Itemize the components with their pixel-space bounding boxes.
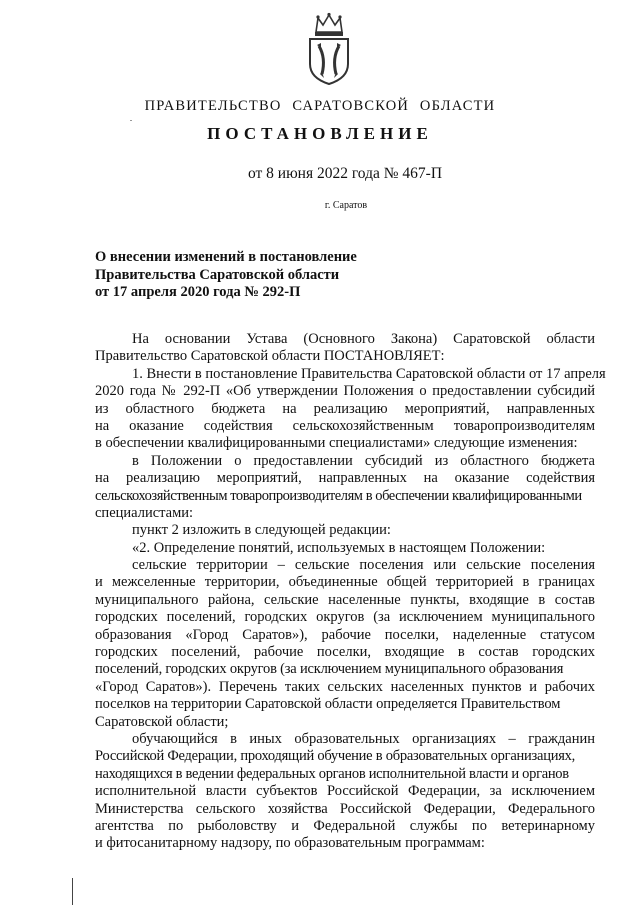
subject-line: Правительства Саратовской области [95, 266, 340, 283]
body-line: 1. Внести в постановление Правительства Саратовской области от 17 апреля [132, 365, 606, 382]
scan-artifact [72, 878, 73, 905]
body-line: муниципального района, сельские населенные пункты, входящие в состав [95, 591, 595, 608]
body-line: Министерства сельского хозяйства Российской Федерации, Федерального [95, 800, 595, 817]
body-line: поселений, городских округов (за исключением муниципального образования [95, 661, 564, 678]
body-line: «Город Саратов»). Перечень таких сельских населенных пунктов и рабочих [95, 678, 595, 695]
body-line: в обеспечении квалифицированными специалистами» следующие изменения: [95, 435, 578, 452]
body-line: и межселенные территории, объединенные общей территорией в границах [95, 574, 595, 591]
body-line: на оказание содействия сельскохозяйственным товаропроизводителям [95, 417, 595, 434]
body-line: городских поселений, рабочие поселки, входящие в состав городских [95, 644, 595, 661]
document-body [95, 331, 606, 853]
subject-line: О внесении изменений в постановление [95, 249, 357, 265]
body-line: в Положении о предоставлении субсидий из областного бюджета [132, 452, 595, 469]
body-line: и фитосанитарному надзору, по образовательным программам: [95, 835, 485, 852]
body-line: находящихся в ведении федеральных органов исполнительной власти и органов [95, 765, 569, 782]
body-line: поселков на территории Саратовской области определяется Правительством [95, 696, 561, 713]
body-line: исполнительной власти субъектов Российской Федерации, за исключением [95, 783, 595, 800]
subject-line: от 17 апреля 2020 года № 292-П [95, 284, 301, 300]
body-line: специалистами: [95, 504, 194, 521]
document-date-number: от 8 июня 2022 года № 467-П [247, 165, 443, 182]
body-line: 2020 года № 292-П «Об утверждении Положения о предоставлении субсидий [95, 383, 595, 400]
document-city: г. Саратов [324, 200, 368, 211]
body-line: сельские территории – сельские поселения или сельские поселения [132, 557, 595, 574]
body-line: на реализацию мероприятий, направленных на оказание содействия [95, 470, 595, 487]
body-line: из областного бюджета на реализацию мероприятий, направленных [95, 400, 595, 417]
body-line: Правительство Саратовской области ПОСТАНОВЛЯЕТ: [95, 348, 445, 365]
body-line: Российской Федерации, проходящий обучение в образовательных организациях, [95, 748, 576, 765]
body-line: На основании Устава (Основного Закона) Саратовской области [132, 331, 595, 347]
body-line: сельскохозяйственным товаропроизводителям в обеспечении квалифицированными [95, 487, 582, 504]
document-type: ПОСТАНОВЛЕНИЕ [207, 124, 433, 143]
government-name: ПРАВИТЕЛЬСТВО САРАТОВСКОЙ ОБЛАСТИ [144, 98, 496, 114]
body-line: городских поселений, городских округов (за исключением муниципального [95, 609, 595, 626]
body-line: обучающийся в иных образовательных организациях – гражданин [132, 730, 595, 747]
document-subject [95, 249, 357, 302]
body-line: «2. Определение понятий, используемых в настоящем Положении: [132, 539, 546, 556]
saratov-coat-of-arms-icon [304, 12, 354, 86]
body-line: агентства по рыболовству и Федеральной службы по ветеринарному [95, 817, 595, 834]
body-line: образования «Город Саратов»), рабочие поселки, наделенные статусом [95, 626, 595, 643]
body-line: пункт 2 изложить в следующей редакции: [132, 522, 391, 539]
scan-artifact [130, 120, 132, 121]
body-line: Саратовской области; [95, 713, 229, 730]
